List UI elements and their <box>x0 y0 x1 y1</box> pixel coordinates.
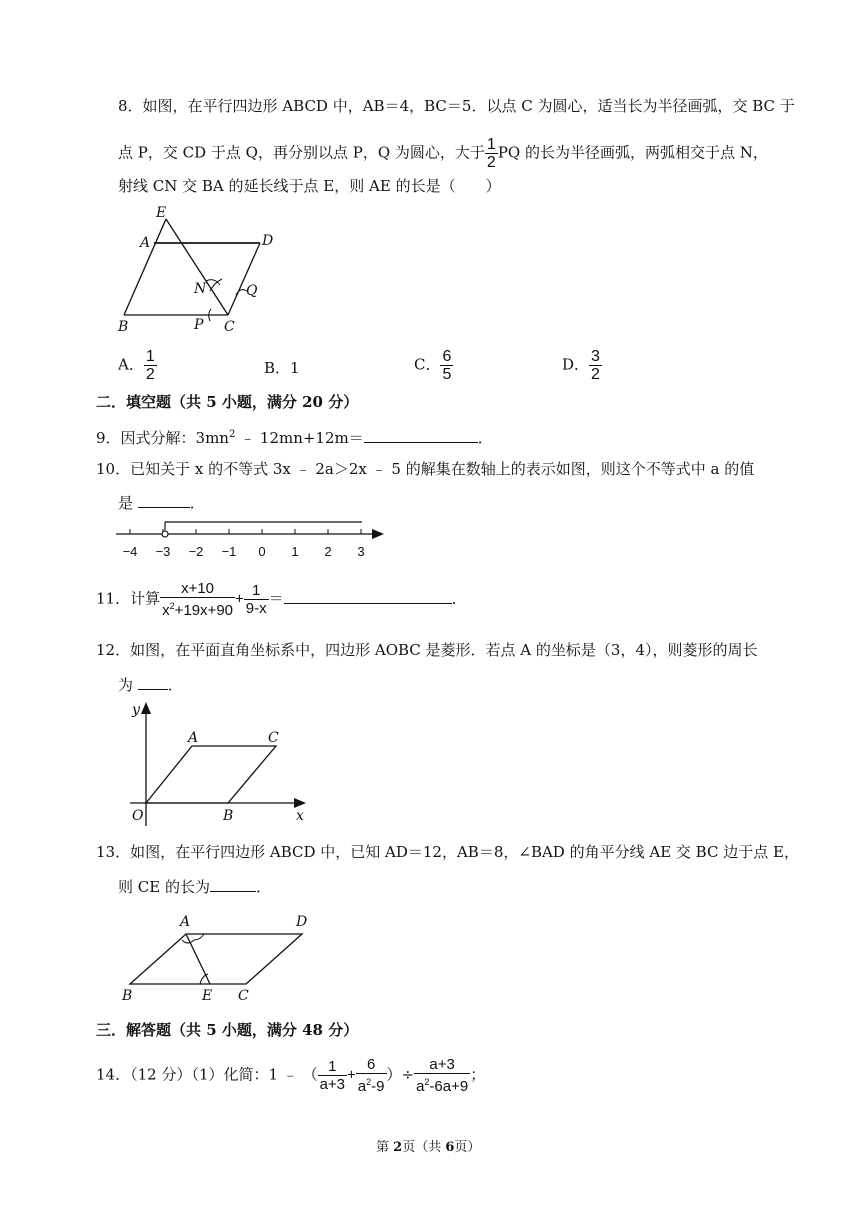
q8-fraction <box>485 136 498 171</box>
q13-label-c: C <box>238 988 249 1004</box>
q13-label-b: B <box>122 988 133 1004</box>
q8-label-b: B <box>118 319 129 335</box>
q8-line2-b: PQ 的长为半径画弧，两弧相交于点 N， <box>497 143 768 162</box>
q12-rhombus <box>146 746 276 803</box>
q10-number-line <box>112 518 392 566</box>
q12-line2: 为 ． <box>118 676 183 694</box>
q10-tick-label: 0 <box>258 544 266 559</box>
q9-text: 9．因式分解：$3mn^2$ ﹣ 12mn+12m＝ ． <box>96 429 493 447</box>
q8-line2 <box>118 136 768 171</box>
q13-angle-mark-2 <box>194 934 204 940</box>
q12-label-o: O <box>132 808 144 824</box>
q11-fraction-2: $\frac{1}{9-x}$ <box>245 582 267 617</box>
q11-text: 11．计算 $\frac{x+10}{x^2+19x+90}$ + $\frac{1}{9-x}$ ＝ ． <box>96 580 467 619</box>
q12-line1: 12．如图，在平面直角坐标系中，四边形 AOBC 是菱形．若点 A 的坐标是（3，4），则菱形的周长 <box>96 641 758 659</box>
q13-line2: 则 CE 的长为 ． <box>118 878 271 896</box>
q11-answer-blank[interactable] <box>284 589 452 604</box>
section3-heading: 三．解答题（共 5 小题，满分 48 分） <box>96 1021 359 1039</box>
q8-line2-a: 点 P，交 CD 于点 Q，再分别以点 P，Q 为圆心，大于 <box>118 143 485 162</box>
q8-option-b: B．1 <box>264 359 300 377</box>
q8-option-a: A． $\frac{1}{2}$ <box>118 348 155 383</box>
page-footer: 第 2页（共 6页） <box>376 1140 481 1155</box>
q8-line1: 8．如图，在平行四边形 ABCD 中，AB＝4，BC＝5．以点 C 为圆心，适当长为半径画弧，交 BC 于 <box>118 97 795 115</box>
q10-tick-label: 3 <box>357 544 365 559</box>
q12-label-x: x <box>296 808 304 824</box>
q10-tick-label: 2 <box>324 544 332 559</box>
q13-figure <box>116 910 336 1006</box>
q8-label-a: A <box>140 235 151 251</box>
q13-bisector-ae <box>186 934 210 984</box>
q10-tick-label: 1 <box>291 544 299 559</box>
q8-edge-ab-ext <box>124 219 166 315</box>
q10-answer-blank[interactable] <box>138 493 190 508</box>
q13-angle-mark-1 <box>182 940 194 943</box>
q8-option-c: C． $\frac{6}{5}$ <box>414 348 452 383</box>
q10-tick-label: −2 <box>188 544 204 559</box>
q12-answer-blank[interactable] <box>138 675 168 690</box>
q13-label-e: E <box>202 988 213 1004</box>
q13-line1: 13．如图，在平行四边形 ABCD 中，已知 AD＝12，AB＝8，∠BAD 的角平分线 AE 交 BC 边于点 E， <box>96 843 799 861</box>
q12-label-y: y <box>132 702 140 718</box>
q9-answer-blank[interactable] <box>364 428 478 443</box>
q14-fraction-1: $\frac{1}{a+3}$ <box>319 1058 346 1093</box>
q10-open-circle <box>162 531 168 537</box>
q8-figure <box>110 205 410 335</box>
q8-label-q: Q <box>246 283 258 299</box>
q14-fraction-2: $\frac{6}{a^2-9}$ <box>357 1056 385 1095</box>
q12-label-c: C <box>268 730 279 746</box>
q13-parallelogram <box>130 934 302 984</box>
q8-frac-den: 2 <box>486 154 496 171</box>
q12-figure <box>120 700 320 830</box>
q13-answer-blank[interactable] <box>210 877 256 892</box>
q8-label-c: C <box>224 319 235 335</box>
q13-label-d: D <box>296 914 308 930</box>
q8-frac-num: 1 <box>486 136 496 153</box>
q8-label-d: D <box>262 233 274 249</box>
q10-tick-label: −1 <box>221 544 237 559</box>
section2-heading: 二．填空题（共 5 小题，满分 20 分） <box>96 393 359 411</box>
q14-fraction-3: $\frac{a+3}{a^2-6a+9}$ <box>416 1056 469 1095</box>
q8-label-p: P <box>194 317 204 333</box>
q10-line2: 是 ． <box>118 494 205 512</box>
q8-line3: 射线 CN 交 BA 的延长线于点 E，则 AE 的长是（ ） <box>118 177 501 195</box>
q14-text: 14．（12 分）（1）化简：1 ﹣ （ $\frac{1}{a+3}$ + $\frac{6}{a^2-9}$ ）÷ $\frac{a+3}{a^2-6a+9}$ ； <box>96 1056 486 1095</box>
q12-label-b: B <box>223 808 234 824</box>
q8-label-e: E <box>156 205 167 221</box>
q11-fraction-1: $\frac{x+10}{x^2+19x+90}$ <box>162 580 233 619</box>
q8-ray-ce <box>166 219 228 315</box>
q8-edge-dc <box>228 243 260 315</box>
q13-angle-mark-e <box>200 974 208 984</box>
q10-tick-label: −3 <box>155 544 171 559</box>
q8-option-d: D． $\frac{3}{2}$ <box>562 348 600 383</box>
q13-label-a: A <box>180 914 191 930</box>
q10-tick-label: −4 <box>122 544 138 559</box>
q8-label-n: N <box>194 281 207 297</box>
q10-line1: 10．已知关于 x 的不等式 3x ﹣ 2a＞2x ﹣ 5 的解集在数轴上的表示如图，则这个不等式中 a 的值 <box>96 460 755 478</box>
q12-label-a: A <box>188 730 199 746</box>
